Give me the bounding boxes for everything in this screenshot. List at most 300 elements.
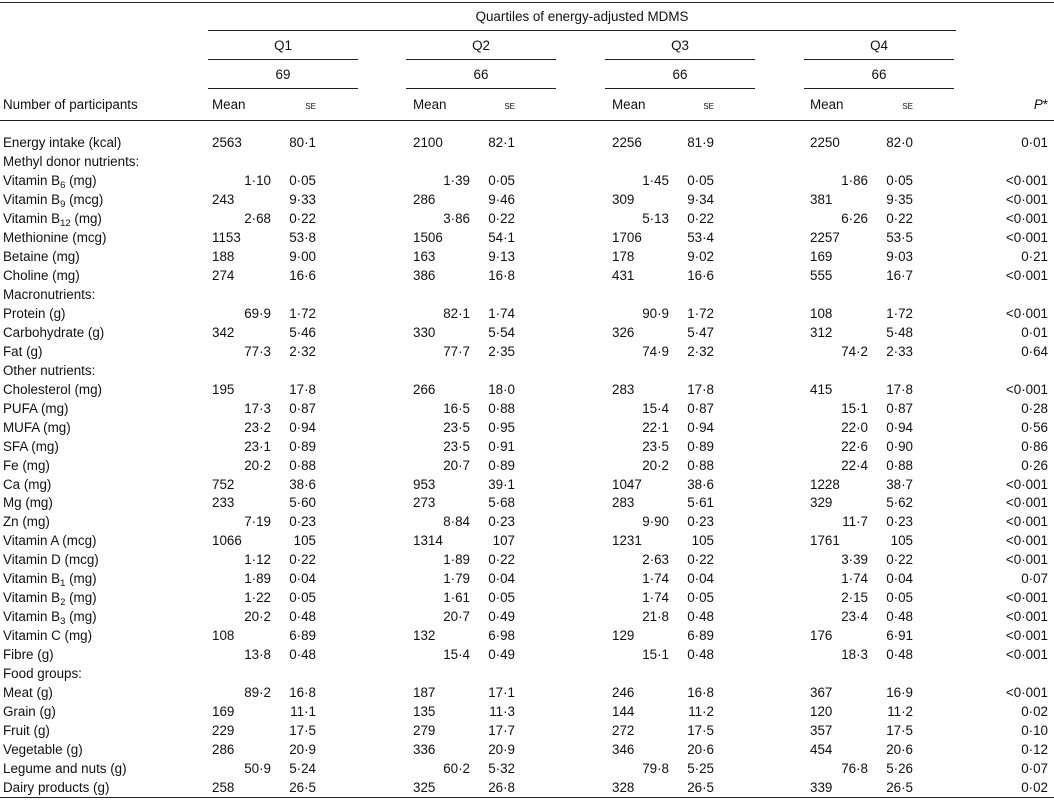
- p-value: 0·56: [1021, 419, 1048, 435]
- p-value: <0·001: [1005, 210, 1048, 226]
- mean-value: 381: [810, 191, 833, 207]
- se-value: 1·72: [687, 305, 714, 321]
- se-value: 9·34: [687, 191, 714, 207]
- mean-value: 3·86: [443, 210, 470, 226]
- se-value: 5·54: [488, 324, 515, 340]
- p-value: <0·001: [1005, 191, 1048, 207]
- se-value: 0·05: [687, 172, 714, 188]
- subscript: 1: [60, 578, 66, 590]
- se-value: 105: [691, 533, 714, 549]
- row-label: Ca (mg): [3, 476, 52, 492]
- se-value: 0·94: [289, 419, 316, 435]
- mean-value: 286: [413, 191, 436, 207]
- mean-value: 1·74: [841, 571, 868, 587]
- p-value: <0·001: [1005, 514, 1048, 530]
- quartile-label-q4: Q4: [870, 38, 888, 53]
- se-value: 0·90: [886, 438, 913, 454]
- se-value: 53·4: [687, 229, 714, 245]
- mean-value: 286: [212, 742, 235, 757]
- row-label: Legume and nuts (g): [3, 761, 127, 776]
- se-value: 11·3: [489, 704, 515, 720]
- mean-value: 23·5: [443, 438, 470, 454]
- mean-value: 339: [810, 780, 833, 795]
- se-value: 17·5: [687, 723, 714, 739]
- se-value: 81·9: [687, 135, 714, 150]
- se-value: 5·26: [886, 761, 913, 776]
- mean-value: 1·10: [244, 172, 271, 188]
- mean-value: 3·39: [841, 552, 868, 568]
- se-value: 20·9: [289, 742, 316, 757]
- se-value: 0·48: [687, 647, 714, 663]
- se-value: 0·05: [886, 590, 913, 606]
- se-value: 20·6: [687, 742, 714, 757]
- mean-value: 178: [612, 248, 635, 264]
- se-value: 0·04: [289, 571, 316, 587]
- mean-value: 1761: [810, 533, 840, 549]
- row-label: Methionine (mcg): [3, 229, 107, 245]
- top-rule: [0, 2, 1054, 3]
- mean-value: 454: [810, 742, 833, 757]
- se-value: 0·05: [687, 590, 714, 606]
- se-value: 16·6: [687, 267, 714, 283]
- se-value: 16·9: [886, 685, 913, 701]
- se-value: 0·05: [488, 590, 515, 606]
- mean-value: 1047: [612, 476, 642, 492]
- mean-value: 336: [413, 742, 436, 757]
- row-label: Fe (mg): [3, 457, 50, 473]
- mean-value: 2·15: [841, 590, 868, 606]
- se-value: 9·00: [289, 248, 316, 264]
- se-value: 0·88: [488, 400, 515, 416]
- se-value: 0·48: [289, 609, 316, 625]
- se-value: 0·22: [886, 210, 913, 226]
- mean-value: 108: [212, 628, 235, 644]
- mean-value: 1·86: [841, 172, 868, 188]
- p-value: <0·001: [1005, 590, 1048, 606]
- se-value: 0·22: [687, 210, 714, 226]
- mean-value: 326: [612, 324, 635, 340]
- se-value: 105: [293, 533, 316, 549]
- se-value: 53·8: [289, 229, 316, 245]
- se-value: 0·89: [488, 457, 515, 473]
- se-value: 0·91: [488, 438, 515, 454]
- se-value: 0·48: [289, 647, 316, 663]
- mean-value: 2250: [810, 135, 840, 150]
- mean-value: 325: [413, 780, 436, 795]
- mean-value: 15·1: [642, 647, 669, 663]
- se-value: 2·35: [488, 343, 515, 359]
- se-value: 0·22: [289, 210, 316, 226]
- se-value: 0·88: [687, 457, 714, 473]
- se-value: 107: [492, 533, 515, 549]
- row-label: Dairy products (g): [3, 780, 110, 795]
- se-value: 6·98: [488, 628, 515, 644]
- p-value: <0·001: [1005, 685, 1048, 701]
- mean-value: 555: [810, 267, 833, 283]
- row-label: Vitamin $B_3$ (mg): [3, 609, 97, 628]
- mean-value: 74·9: [642, 343, 669, 359]
- se-value: 0·94: [886, 419, 913, 435]
- row-label: PUFA (mg): [3, 400, 69, 416]
- se-value: 54·1: [488, 229, 515, 245]
- row-label: Fat (g): [3, 343, 43, 359]
- mean-value: 279: [413, 723, 436, 739]
- quartile-rule-a: [804, 59, 954, 60]
- mean-value: 1153: [212, 229, 241, 245]
- se-value: 0·22: [687, 552, 714, 568]
- mean-value: 6·26: [841, 210, 868, 226]
- mean-value: 2·63: [642, 552, 669, 568]
- se-value: 0·95: [488, 419, 515, 435]
- mean-value: 169: [212, 704, 235, 720]
- se-value: 0·49: [488, 647, 515, 663]
- se-value: 20·6: [886, 742, 913, 757]
- mean-value: 120: [810, 704, 833, 720]
- mean-value: 2256: [612, 135, 642, 150]
- se-value: 11·2: [887, 704, 913, 720]
- se-value: 53·5: [886, 229, 913, 245]
- mean-header: Mean: [612, 97, 646, 112]
- se-value: 0·87: [289, 400, 316, 416]
- se-value: 0·87: [687, 400, 714, 416]
- row-label: Vegetable (g): [3, 742, 83, 757]
- mean-value: 16·5: [443, 400, 470, 416]
- se-value: 0·05: [488, 172, 515, 188]
- se-value: 9·35: [886, 191, 913, 207]
- mean-value: 89·2: [244, 685, 271, 701]
- mean-value: 1·79: [443, 571, 470, 587]
- quartile-n-q4: 66: [871, 67, 887, 82]
- se-value: 0·89: [687, 438, 714, 454]
- p-value: <0·001: [1005, 533, 1048, 549]
- mean-value: 22·6: [841, 438, 868, 454]
- group-rule: [208, 30, 956, 31]
- mean-value: 2563: [212, 135, 242, 150]
- row-label: SFA (mg): [3, 438, 59, 454]
- se-value: 0·94: [687, 419, 714, 435]
- mean-value: 330: [413, 324, 436, 340]
- mean-value: 163: [413, 248, 436, 264]
- p-value: <0·001: [1005, 609, 1048, 625]
- row-label: Fibre (g): [3, 647, 54, 663]
- se-value: 11·2: [688, 704, 714, 720]
- row-label: Carbohydrate (g): [3, 324, 105, 340]
- row-label: Vitamin D (mcg): [3, 552, 99, 568]
- se-value: 2·32: [289, 343, 316, 359]
- mean-value: 15·1: [841, 400, 868, 416]
- se-value: 0·89: [289, 438, 316, 454]
- mean-value: 82·1: [443, 305, 470, 321]
- mean-value: 1·12: [244, 552, 271, 568]
- mean-value: 187: [413, 685, 436, 701]
- p-value: 0·07: [1021, 571, 1048, 587]
- se-value: 6·89: [289, 628, 316, 644]
- se-value: 0·05: [289, 172, 316, 188]
- mean-header: Mean: [413, 97, 447, 112]
- se-header: se: [703, 98, 714, 112]
- row-label: Choline (mg): [3, 267, 80, 283]
- se-value: 5·47: [687, 324, 714, 340]
- mean-value: 1706: [612, 229, 642, 245]
- row-label: Vitamin $B_9$ (mcg): [3, 191, 104, 210]
- se-value: 9·33: [289, 191, 316, 207]
- mean-value: 1·74: [642, 571, 669, 587]
- se-value: 0·22: [886, 552, 913, 568]
- se-value: 5·46: [289, 324, 316, 340]
- mean-value: 386: [413, 267, 436, 283]
- subscript: 9: [60, 198, 66, 210]
- se-value: 17·1: [488, 685, 515, 701]
- se-value: 0·49: [488, 609, 515, 625]
- mean-value: 21·8: [642, 609, 669, 625]
- mean-value: 1·89: [244, 571, 271, 587]
- mean-value: 176: [810, 628, 833, 644]
- row-label: Protein (g): [3, 305, 66, 321]
- se-header: se: [504, 98, 515, 112]
- se-value: 0·05: [289, 590, 316, 606]
- mean-value: 9·90: [642, 514, 669, 530]
- se-value: 5·48: [886, 324, 913, 340]
- mean-value: 13·8: [244, 647, 271, 663]
- row-label: Vitamin C (mg): [3, 628, 93, 644]
- p-value-header: [1012, 96, 1048, 114]
- mean-value: 415: [810, 381, 833, 397]
- se-value: 16·6: [289, 267, 316, 283]
- mean-value: 273: [413, 495, 436, 511]
- section-label: Macronutrients:: [3, 286, 96, 302]
- p-value: <0·001: [1005, 381, 1048, 397]
- se-value: 0·23: [289, 514, 316, 530]
- mean-value: 23·1: [244, 438, 271, 454]
- p-value: 0·02: [1021, 780, 1048, 795]
- row-label: Vitamin $B_6$ (mg): [3, 172, 97, 191]
- mean-value: 11·7: [842, 514, 868, 530]
- quartile-n-q2: 66: [473, 67, 489, 82]
- se-header: se: [305, 98, 316, 112]
- row-label: Meat (g): [3, 685, 53, 701]
- se-value: 1·72: [289, 305, 316, 321]
- mean-value: 7·19: [244, 514, 271, 530]
- se-value: 26·5: [886, 780, 913, 795]
- se-value: 0·04: [687, 571, 714, 587]
- mean-value: 195: [212, 381, 235, 397]
- se-value: 105: [890, 533, 913, 549]
- se-value: 17·7: [488, 723, 515, 739]
- se-value: 11·1: [290, 704, 316, 720]
- mean-value: 246: [612, 685, 635, 701]
- mean-value: 74·2: [841, 343, 868, 359]
- mean-value: 22·4: [841, 457, 868, 473]
- mean-value: 108: [810, 305, 833, 321]
- mean-value: 272: [612, 723, 635, 739]
- se-value: 0·04: [886, 571, 913, 587]
- mean-value: 132: [413, 628, 436, 644]
- mean-value: 342: [212, 324, 235, 340]
- mean-value: 76·8: [841, 761, 868, 776]
- se-value: 26·8: [488, 780, 515, 795]
- row-label: Vitamin $B_{12}$ (mg): [3, 210, 102, 229]
- p-value: 0·64: [1021, 343, 1048, 359]
- p-value: 0·01: [1021, 135, 1048, 150]
- se-value: 9·13: [488, 248, 515, 264]
- p-value: <0·001: [1005, 267, 1048, 283]
- se-value: 26·5: [687, 780, 714, 795]
- quartile-rule-b: [406, 88, 556, 89]
- quartile-rule-a: [605, 59, 755, 60]
- se-value: 1·72: [886, 305, 913, 321]
- mean-value: 1231: [612, 533, 642, 549]
- se-value: 17·5: [289, 723, 316, 739]
- section-label: Methyl donor nutrients:: [3, 154, 140, 169]
- mean-value: 20·2: [642, 457, 669, 473]
- mean-value: 23·5: [642, 438, 669, 454]
- mean-value: 357: [810, 723, 833, 739]
- mean-value: 2100: [413, 135, 443, 150]
- mean-value: 233: [212, 495, 235, 511]
- mean-value: 1314: [413, 533, 443, 549]
- mean-value: 229: [212, 723, 235, 739]
- mean-value: 1·22: [244, 590, 271, 606]
- mean-value: 20·2: [244, 457, 271, 473]
- se-value: 16·7: [886, 267, 913, 283]
- p-value: <0·001: [1005, 495, 1048, 511]
- section-label: Food groups:: [3, 666, 82, 682]
- mean-value: 258: [212, 780, 235, 795]
- mean-value: 1·74: [642, 590, 669, 606]
- se-value: 0·23: [488, 514, 515, 530]
- row-label: MUFA (mg): [3, 419, 71, 435]
- quartile-n-q1: 69: [275, 67, 291, 82]
- p-value: 0·12: [1021, 742, 1048, 757]
- subscript: 6: [60, 179, 66, 191]
- p-value: 0·21: [1021, 248, 1048, 264]
- se-value: 9·46: [488, 191, 515, 207]
- se-value: 0·05: [886, 172, 913, 188]
- mean-value: 243: [212, 191, 235, 207]
- se-value: 0·48: [687, 609, 714, 625]
- p-value: 0·28: [1021, 400, 1048, 416]
- se-value: 26·5: [289, 780, 316, 795]
- quartile-rule-b: [605, 88, 755, 89]
- se-value: 0·88: [289, 457, 316, 473]
- quartile-label-q2: Q2: [472, 38, 490, 53]
- se-value: 2·33: [886, 343, 913, 359]
- mean-value: 135: [413, 704, 436, 720]
- p-value: 0·02: [1021, 704, 1048, 720]
- se-value: 0·23: [687, 514, 714, 530]
- se-value: 0·23: [886, 514, 913, 530]
- se-value: 1·74: [488, 305, 515, 321]
- se-value: 5·24: [289, 761, 316, 776]
- se-value: 38·7: [886, 476, 913, 492]
- row-label: Vitamin $B_1$ (mg): [3, 571, 97, 590]
- mean-value: 1·89: [443, 552, 470, 568]
- mean-value: 23·4: [841, 609, 868, 625]
- p-value: 0·86: [1021, 438, 1048, 454]
- p-value: <0·001: [1005, 647, 1048, 663]
- subscript: 2: [60, 597, 66, 609]
- se-value: 38·6: [289, 476, 316, 492]
- mean-value: 23·2: [244, 419, 271, 435]
- se-value: 82·1: [488, 135, 515, 150]
- group-title: Quartiles of energy-adjusted MDMS: [475, 9, 689, 24]
- mean-value: 1·61: [443, 590, 470, 606]
- se-value: 80·1: [289, 135, 316, 150]
- p-value: <0·001: [1005, 552, 1048, 568]
- mean-value: 90·9: [642, 305, 669, 321]
- se-value: 9·03: [886, 248, 913, 264]
- quartile-rule-a: [406, 59, 556, 60]
- mean-value: 1·39: [443, 172, 470, 188]
- p-value: 0·10: [1021, 723, 1048, 739]
- mean-value: 431: [612, 267, 635, 283]
- se-value: 6·91: [886, 628, 913, 644]
- se-value: 0·48: [886, 647, 913, 663]
- mean-value: 20·7: [443, 609, 470, 625]
- se-value: 0·22: [289, 552, 316, 568]
- p-value: 0·07: [1021, 761, 1048, 776]
- se-value: 5·25: [687, 761, 714, 776]
- row-label: Energy intake (kcal): [3, 135, 122, 150]
- se-value: 0·88: [886, 457, 913, 473]
- section-label: Other nutrients:: [3, 362, 96, 378]
- p-value: <0·001: [1005, 305, 1048, 321]
- mean-value: 17·3: [244, 400, 271, 416]
- se-value: 17·8: [289, 381, 316, 397]
- mean-value: 20·2: [244, 609, 271, 625]
- se-value: 16·8: [289, 685, 316, 701]
- p-value: <0·001: [1005, 172, 1048, 188]
- quartile-rule-b: [804, 88, 954, 89]
- mean-value: 60·2: [443, 761, 470, 776]
- p-footnote-mark: *: [1042, 97, 1048, 112]
- row-label: Mg (mg): [3, 495, 53, 511]
- se-header: se: [902, 98, 913, 112]
- p-value: <0·001: [1005, 476, 1048, 492]
- p-label: P: [1033, 97, 1043, 112]
- mean-value: 309: [612, 191, 635, 207]
- mean-value: 2257: [810, 229, 840, 245]
- p-value: <0·001: [1005, 628, 1048, 644]
- mean-value: 328: [612, 780, 635, 795]
- se-value: 17·8: [886, 381, 913, 397]
- mean-value: 953: [413, 476, 436, 492]
- se-value: 20·9: [488, 742, 515, 757]
- mean-value: 77·7: [443, 343, 470, 359]
- subscript: 3: [60, 616, 66, 628]
- row-label: Vitamin A (mcg): [3, 533, 97, 549]
- mean-value: 50·9: [244, 761, 271, 776]
- mean-value: 1·45: [642, 172, 669, 188]
- mean-value: 20·7: [443, 457, 470, 473]
- mean-header: Mean: [212, 97, 246, 112]
- se-value: 16·8: [488, 267, 515, 283]
- mean-value: 1066: [212, 533, 242, 549]
- mean-value: 5·13: [642, 210, 669, 226]
- se-value: 5·61: [687, 495, 714, 511]
- se-value: 82·0: [886, 135, 913, 150]
- mean-value: 2·68: [244, 210, 271, 226]
- mean-value: 129: [612, 628, 635, 644]
- mean-value: 283: [612, 495, 635, 511]
- mean-value: 169: [810, 248, 833, 264]
- bottom-rule: [0, 797, 1054, 798]
- se-value: 5·32: [488, 761, 515, 776]
- mean-value: 752: [212, 476, 235, 492]
- se-value: 0·87: [886, 400, 913, 416]
- se-value: 0·22: [488, 210, 515, 226]
- row-label: Zn (mg): [3, 514, 50, 530]
